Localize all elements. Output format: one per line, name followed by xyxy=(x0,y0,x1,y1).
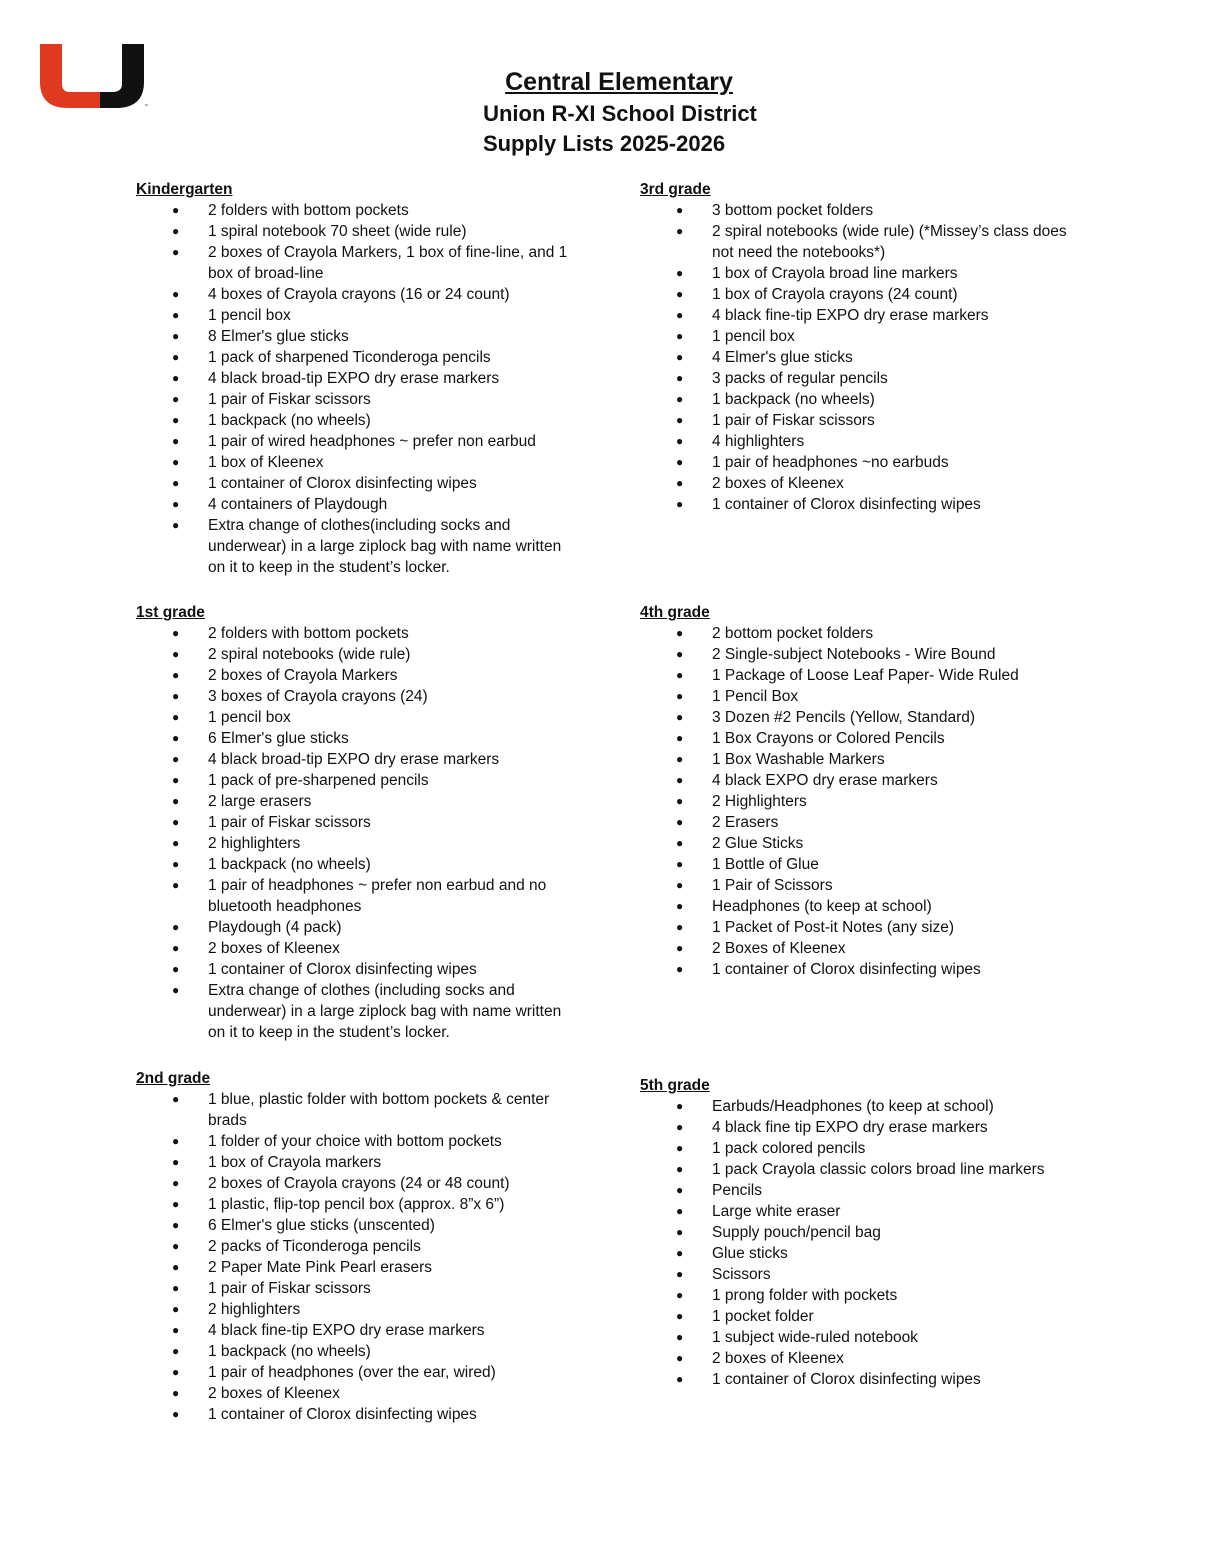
list-item-text: 4 black EXPO dry erase markers xyxy=(712,772,938,789)
list-item xyxy=(640,431,1080,452)
list-item xyxy=(640,812,1080,833)
list-item-text: 1 backpack (no wheels) xyxy=(208,1343,371,1360)
bullet-icon: ● xyxy=(172,1344,180,1358)
bullet-icon: ● xyxy=(676,794,684,808)
list-item xyxy=(640,938,1080,959)
section-title-3rd-grade: 3rd grade xyxy=(640,181,711,198)
list-item-text: Playdough (4 pack) xyxy=(208,919,342,936)
bullet-icon: ● xyxy=(676,476,684,490)
list-item xyxy=(640,473,1080,494)
list-item-text: 1 pencil box xyxy=(208,307,291,324)
list-item-text: 6 Elmer's glue sticks (unscented) xyxy=(208,1217,435,1234)
list-item xyxy=(136,1131,576,1152)
list-item xyxy=(640,707,1080,728)
list-item-text: 1 backpack (no wheels) xyxy=(208,412,371,429)
list-item-text: 4 black fine-tip EXPO dry erase markers xyxy=(712,307,989,324)
list-item-text: Pencils xyxy=(712,1182,762,1199)
list-item xyxy=(136,749,576,770)
bullet-icon: ● xyxy=(172,878,180,892)
list-item xyxy=(136,1404,576,1425)
list-item-text: 2 Single-subject Notebooks - Wire Bound xyxy=(712,646,996,663)
bullet-icon: ● xyxy=(172,413,180,427)
bullet-icon: ● xyxy=(172,689,180,703)
list-item-text: 1 folder of your choice with bottom pockets xyxy=(208,1133,502,1150)
list-item xyxy=(136,1236,576,1257)
section-title-5th-grade: 5th grade xyxy=(640,1077,710,1094)
bullet-icon: ● xyxy=(172,497,180,511)
bullet-icon: ● xyxy=(676,815,684,829)
bullet-icon: ● xyxy=(172,626,180,640)
list-item xyxy=(640,1159,1080,1180)
list-item xyxy=(136,938,576,959)
bullet-icon: ● xyxy=(172,224,180,238)
list-item xyxy=(136,431,576,452)
list-item-text: Headphones (to keep at school) xyxy=(712,898,932,915)
list-item xyxy=(136,1152,576,1173)
bullet-icon: ● xyxy=(676,455,684,469)
list-item xyxy=(640,410,1080,431)
list-item-text: 2 boxes of Kleenex xyxy=(208,1385,340,1402)
list-item-text: 6 Elmer's glue sticks xyxy=(208,730,349,747)
list-item xyxy=(640,770,1080,791)
bullet-icon: ● xyxy=(172,1197,180,1211)
list-item xyxy=(136,1278,576,1299)
bullet-icon: ● xyxy=(676,1246,684,1260)
list-item-text: 2 Paper Mate Pink Pearl erasers xyxy=(208,1259,432,1276)
list-item-text: 2 boxes of Crayola Markers, 1 box of fine-line, and 1 box of broad-line xyxy=(208,244,568,282)
list-item-text: 1 container of Clorox disinfecting wipes xyxy=(208,1406,477,1423)
bullet-icon: ● xyxy=(172,287,180,301)
bullet-icon: ● xyxy=(172,203,180,217)
list-item-text: 3 packs of regular pencils xyxy=(712,370,888,387)
list-item xyxy=(640,305,1080,326)
list-item xyxy=(640,368,1080,389)
list-item-text: 2 boxes of Crayola Markers xyxy=(208,667,398,684)
bullet-icon: ● xyxy=(676,752,684,766)
list-item xyxy=(640,284,1080,305)
list-item-text: 4 highlighters xyxy=(712,433,805,450)
bullet-icon: ● xyxy=(172,983,180,997)
section-3rd-grade xyxy=(640,179,1080,515)
bullet-icon: ● xyxy=(676,1162,684,1176)
list-item-text: 2 boxes of Kleenex xyxy=(712,475,844,492)
list-item-text: 1 Packet of Post-it Notes (any size) xyxy=(712,919,955,936)
section-2nd-grade xyxy=(136,1068,576,1425)
list-item xyxy=(640,1201,1080,1222)
bullet-icon: ● xyxy=(676,710,684,724)
list-item xyxy=(136,791,576,812)
list-item-text: 1 container of Clorox disinfecting wipes xyxy=(208,475,477,492)
list-item-text: 1 pair of Fiskar scissors xyxy=(208,391,371,408)
list-item-text: 1 Package of Loose Leaf Paper- Wide Ruled xyxy=(712,667,1019,684)
bullet-icon: ● xyxy=(172,329,180,343)
list-item-text: Extra change of clothes (including socks and underwear) in a large ziplock bag with name written on it to keep in the student’s locker. xyxy=(208,982,562,1041)
list-item-text: Glue sticks xyxy=(712,1245,788,1262)
bullet-icon: ● xyxy=(676,1099,684,1113)
bullet-icon: ● xyxy=(172,1386,180,1400)
list-item-text: 1 spiral notebook 70 sheet (wide rule) xyxy=(208,223,467,240)
bullet-icon: ● xyxy=(172,920,180,934)
bullet-icon: ● xyxy=(172,647,180,661)
list-item xyxy=(640,623,1080,644)
list-item xyxy=(640,494,1080,515)
bullet-icon: ● xyxy=(172,308,180,322)
list-item xyxy=(640,1138,1080,1159)
bullet-icon: ● xyxy=(172,1176,180,1190)
list-item xyxy=(136,242,576,284)
list-item-text: 2 Erasers xyxy=(712,814,779,831)
list-item xyxy=(640,221,1080,263)
list-item xyxy=(640,1369,1080,1390)
list-item-text: 2 boxes of Kleenex xyxy=(712,1350,844,1367)
list-item xyxy=(136,473,576,494)
list-item xyxy=(136,452,576,473)
list-item xyxy=(136,1383,576,1404)
list-item xyxy=(136,623,576,644)
section-title-2nd-grade: 2nd grade xyxy=(136,1070,211,1087)
list-item-text: 2 highlighters xyxy=(208,835,301,852)
list-item xyxy=(136,1215,576,1236)
list-item xyxy=(640,1222,1080,1243)
list-item-text: 4 black fine-tip EXPO dry erase markers xyxy=(208,1322,485,1339)
bullet-icon: ● xyxy=(676,203,684,217)
list-kindergarten xyxy=(136,200,576,578)
bullet-icon: ● xyxy=(172,476,180,490)
list-item-text: 1 pencil box xyxy=(712,328,795,345)
list-item-text: 2 Glue Sticks xyxy=(712,835,804,852)
list-item xyxy=(136,686,576,707)
list-item xyxy=(640,1180,1080,1201)
bullet-icon: ● xyxy=(172,1323,180,1337)
list-item xyxy=(640,1285,1080,1306)
list-item xyxy=(640,1306,1080,1327)
bullet-icon: ● xyxy=(172,1260,180,1274)
bullet-icon: ● xyxy=(676,287,684,301)
list-item xyxy=(640,854,1080,875)
list-item-text: 1 pair of headphones ~no earbuds xyxy=(712,454,949,471)
list-item xyxy=(136,368,576,389)
list-item xyxy=(640,263,1080,284)
list-item xyxy=(136,833,576,854)
list-item xyxy=(136,389,576,410)
list-3rd-grade xyxy=(640,200,1080,515)
list-item-text: 2 spiral notebooks (wide rule) xyxy=(208,646,411,663)
list-item-text: 2 folders with bottom pockets xyxy=(208,625,409,642)
bullet-icon: ● xyxy=(172,245,180,259)
list-item-text: 2 large erasers xyxy=(208,793,312,810)
bullet-icon: ● xyxy=(676,350,684,364)
list-item xyxy=(136,770,576,791)
bullet-icon: ● xyxy=(172,752,180,766)
list-item-text: 1 pair of Fiskar scissors xyxy=(208,814,371,831)
list-item xyxy=(136,980,576,1043)
bullet-icon: ● xyxy=(172,1302,180,1316)
bullet-icon: ● xyxy=(676,1351,684,1365)
list-item xyxy=(136,1299,576,1320)
list-item-text: 1 pair of headphones (over the ear, wired) xyxy=(208,1364,496,1381)
bullet-icon: ● xyxy=(676,878,684,892)
list-item xyxy=(136,347,576,368)
list-item xyxy=(640,1096,1080,1117)
list-item xyxy=(136,665,576,686)
list-item xyxy=(640,1264,1080,1285)
list-item-text: 1 Bottle of Glue xyxy=(712,856,819,873)
bullet-icon: ● xyxy=(676,731,684,745)
bullet-icon: ● xyxy=(172,1281,180,1295)
bullet-icon: ● xyxy=(676,1204,684,1218)
section-kindergarten xyxy=(136,179,576,578)
list-item xyxy=(640,728,1080,749)
section-1st-grade xyxy=(136,602,576,1043)
list-item-text: 2 boxes of Crayola crayons (24 or 48 count) xyxy=(208,1175,510,1192)
bullet-icon: ● xyxy=(172,350,180,364)
list-item xyxy=(640,644,1080,665)
list-item-text: Earbuds/Headphones (to keep at school) xyxy=(712,1098,994,1115)
list-item-text: 1 subject wide-ruled notebook xyxy=(712,1329,918,1346)
list-item-text: 1 Box Crayons or Colored Pencils xyxy=(712,730,945,747)
list-item xyxy=(136,644,576,665)
list-item xyxy=(640,875,1080,896)
list-item-text: 3 Dozen #2 Pencils (Yellow, Standard) xyxy=(712,709,976,726)
bullet-icon: ● xyxy=(676,668,684,682)
bullet-icon: ● xyxy=(676,1330,684,1344)
list-item-text: 1 pair of Fiskar scissors xyxy=(208,1280,371,1297)
list-item xyxy=(640,749,1080,770)
list-item xyxy=(640,389,1080,410)
list-item-text: 1 container of Clorox disinfecting wipes xyxy=(712,1371,981,1388)
bullet-icon: ● xyxy=(676,1183,684,1197)
list-item-text: 1 pack of pre-sharpened pencils xyxy=(208,772,429,789)
list-item-text: 1 plastic, flip-top pencil box (approx. 8”x 6”) xyxy=(208,1196,505,1213)
list-title: Supply Lists 2025-2026 xyxy=(482,131,726,156)
bullet-icon: ● xyxy=(172,1365,180,1379)
bullet-icon: ● xyxy=(172,518,180,532)
bullet-icon: ● xyxy=(676,497,684,511)
bullet-icon: ● xyxy=(172,710,180,724)
list-item-text: 1 box of Crayola crayons (24 count) xyxy=(712,286,958,303)
list-item-text: 4 Elmer's glue sticks xyxy=(712,349,853,366)
list-item xyxy=(136,959,576,980)
list-item xyxy=(640,200,1080,221)
list-item-text: 1 pack of sharpened Ticonderoga pencils xyxy=(208,349,491,366)
bullet-icon: ● xyxy=(676,899,684,913)
bullet-icon: ● xyxy=(676,1309,684,1323)
list-item-text: 4 containers of Playdough xyxy=(208,496,388,513)
list-item-text: 2 spiral notebooks (wide rule) (*Missey’s class does not need the notebooks*) xyxy=(712,223,1067,261)
bullet-icon: ● xyxy=(676,1141,684,1155)
list-item-text: 4 black fine tip EXPO dry erase markers xyxy=(712,1119,988,1136)
list-item xyxy=(136,1320,576,1341)
list-2nd-grade xyxy=(136,1089,576,1425)
list-item-text: 4 black broad-tip EXPO dry erase markers xyxy=(208,370,500,387)
list-item xyxy=(136,875,576,917)
bullet-icon: ● xyxy=(172,1134,180,1148)
list-item xyxy=(136,221,576,242)
list-item xyxy=(136,812,576,833)
list-item-text: 1 box of Crayola broad line markers xyxy=(712,265,958,282)
list-item-text: 2 Highlighters xyxy=(712,793,807,810)
bullet-icon: ● xyxy=(676,962,684,976)
bullet-icon: ● xyxy=(676,1372,684,1386)
bullet-icon: ● xyxy=(172,857,180,871)
list-item-text: 3 boxes of Crayola crayons (24) xyxy=(208,688,428,705)
list-item-text: 4 boxes of Crayola crayons (16 or 24 count) xyxy=(208,286,510,303)
bullet-icon: ● xyxy=(676,392,684,406)
list-item xyxy=(136,515,576,578)
list-item-text: 2 packs of Ticonderoga pencils xyxy=(208,1238,421,1255)
bullet-icon: ● xyxy=(676,266,684,280)
bullet-icon: ● xyxy=(172,1407,180,1421)
list-item-text: 2 boxes of Kleenex xyxy=(208,940,340,957)
list-item xyxy=(136,1257,576,1278)
list-item xyxy=(640,917,1080,938)
bullet-icon: ● xyxy=(676,920,684,934)
bullet-icon: ● xyxy=(676,941,684,955)
list-item-text: Scissors xyxy=(712,1266,771,1283)
list-item-text: 1 pencil box xyxy=(208,709,291,726)
list-item xyxy=(136,410,576,431)
list-item xyxy=(640,1243,1080,1264)
list-item-text: 2 folders with bottom pockets xyxy=(208,202,409,219)
list-item-text: 1 backpack (no wheels) xyxy=(712,391,875,408)
bullet-icon: ● xyxy=(172,1239,180,1253)
list-item xyxy=(640,791,1080,812)
list-item xyxy=(640,347,1080,368)
section-4th-grade xyxy=(640,602,1080,980)
list-item-text: 1 blue, plastic folder with bottom pockets & center brads xyxy=(208,1091,550,1129)
list-item-text: 1 Box Washable Markers xyxy=(712,751,885,768)
list-item-text: 1 container of Clorox disinfecting wipes xyxy=(712,496,981,513)
list-item-text: 1 box of Kleenex xyxy=(208,454,324,471)
list-item xyxy=(136,728,576,749)
list-item xyxy=(640,665,1080,686)
section-title-kindergarten: Kindergarten xyxy=(136,181,233,198)
list-item xyxy=(640,1117,1080,1138)
list-item-text: Large white eraser xyxy=(712,1203,841,1220)
list-item xyxy=(136,917,576,938)
list-item xyxy=(136,494,576,515)
bullet-icon: ● xyxy=(676,1288,684,1302)
list-item xyxy=(640,833,1080,854)
section-title-4th-grade: 4th grade xyxy=(640,604,710,621)
bullet-icon: ● xyxy=(676,626,684,640)
list-item-text: 1 pair of Fiskar scissors xyxy=(712,412,875,429)
bullet-icon: ● xyxy=(172,1218,180,1232)
list-item-text: 1 container of Clorox disinfecting wipes xyxy=(712,961,981,978)
list-item xyxy=(136,1194,576,1215)
list-item xyxy=(640,959,1080,980)
list-item-text: 1 box of Crayola markers xyxy=(208,1154,382,1171)
bullet-icon: ● xyxy=(676,857,684,871)
list-item xyxy=(136,326,576,347)
bullet-icon: ● xyxy=(172,815,180,829)
bullet-icon: ● xyxy=(676,836,684,850)
district-name: Union R-XI School District xyxy=(483,101,757,126)
list-item xyxy=(136,1362,576,1383)
list-item-text: 2 bottom pocket folders xyxy=(712,625,874,642)
list-item-text: 2 Boxes of Kleenex xyxy=(712,940,846,957)
list-item-text: 2 highlighters xyxy=(208,1301,301,1318)
list-5th-grade xyxy=(640,1096,1080,1390)
list-item xyxy=(640,326,1080,347)
bullet-icon: ● xyxy=(172,731,180,745)
list-item xyxy=(640,686,1080,707)
list-item xyxy=(136,1341,576,1362)
list-item xyxy=(136,305,576,326)
list-item xyxy=(136,200,576,221)
list-item-text: 4 black broad-tip EXPO dry erase markers xyxy=(208,751,500,768)
bullet-icon: ● xyxy=(172,434,180,448)
section-title-1st-grade: 1st grade xyxy=(136,604,205,621)
bullet-icon: ● xyxy=(172,392,180,406)
section-5th-grade xyxy=(640,1075,1080,1390)
list-item-text: 1 backpack (no wheels) xyxy=(208,856,371,873)
list-item-text: Supply pouch/pencil bag xyxy=(712,1224,881,1241)
list-item-text: 1 Pair of Scissors xyxy=(712,877,833,894)
list-item-text: 1 pocket folder xyxy=(712,1308,814,1325)
bullet-icon: ● xyxy=(676,371,684,385)
list-item-text: 1 pair of headphones ~ prefer non earbud and no bluetooth headphones xyxy=(208,877,547,915)
list-item-text: 1 pack Crayola classic colors broad line markers xyxy=(712,1161,1045,1178)
bullet-icon: ● xyxy=(676,647,684,661)
bullet-icon: ● xyxy=(172,668,180,682)
bullet-icon: ● xyxy=(172,962,180,976)
list-item-text: Extra change of clothes(including socks and underwear) in a large ziplock bag with name written on it to keep in the student’s locker. xyxy=(208,517,562,576)
bullet-icon: ● xyxy=(676,308,684,322)
bullet-icon: ● xyxy=(676,434,684,448)
bullet-icon: ● xyxy=(172,455,180,469)
list-item xyxy=(640,1327,1080,1348)
bullet-icon: ● xyxy=(676,413,684,427)
list-item xyxy=(640,1348,1080,1369)
list-item xyxy=(136,1173,576,1194)
list-item-text: 1 container of Clorox disinfecting wipes xyxy=(208,961,477,978)
list-item-text: 1 prong folder with pockets xyxy=(712,1287,898,1304)
list-item-text: 1 pack colored pencils xyxy=(712,1140,866,1157)
bullet-icon: ● xyxy=(172,773,180,787)
list-item xyxy=(136,854,576,875)
list-4th-grade xyxy=(640,623,1080,980)
list-item xyxy=(136,284,576,305)
list-1st-grade xyxy=(136,623,576,1043)
list-item-text: 3 bottom pocket folders xyxy=(712,202,874,219)
bullet-icon: ● xyxy=(676,224,684,238)
school-name: Central Elementary xyxy=(505,68,733,96)
bullet-icon: ● xyxy=(676,1225,684,1239)
bullet-icon: ● xyxy=(676,689,684,703)
list-item xyxy=(136,707,576,728)
bullet-icon: ● xyxy=(676,329,684,343)
list-item-text: 1 pair of wired headphones ~ prefer non earbud xyxy=(208,433,536,450)
list-item xyxy=(640,896,1080,917)
list-item-text: 8 Elmer's glue sticks xyxy=(208,328,349,345)
list-item xyxy=(640,452,1080,473)
bullet-icon: ● xyxy=(676,773,684,787)
bullet-icon: ● xyxy=(676,1267,684,1281)
bullet-icon: ● xyxy=(172,1092,180,1106)
bullet-icon: ● xyxy=(172,941,180,955)
bullet-icon: ● xyxy=(172,371,180,385)
bullet-icon: ● xyxy=(172,836,180,850)
bullet-icon: ● xyxy=(676,1120,684,1134)
bullet-icon: ● xyxy=(172,794,180,808)
svg-text:™: ™ xyxy=(144,104,149,110)
bullet-icon: ● xyxy=(172,1155,180,1169)
list-item xyxy=(136,1089,576,1131)
list-item-text: 1 Pencil Box xyxy=(712,688,799,705)
